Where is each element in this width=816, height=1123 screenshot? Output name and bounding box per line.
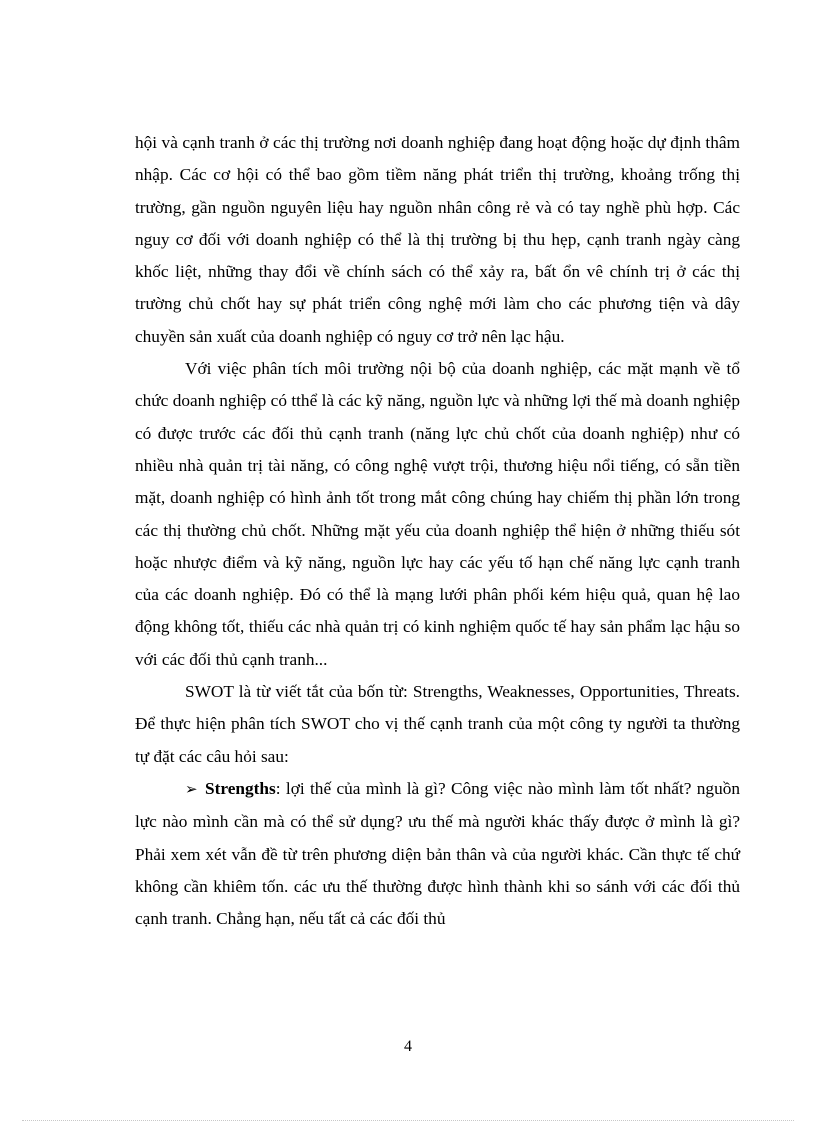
- paragraph-opportunities-threats: hội và cạnh tranh ở các thị trường nơi doanh nghiệp đang hoạt động hoặc dự định thâm nhập. Các cơ hội có thể bao gồm tiềm năng phát triển thị trường, khoảng trống thị trường, gần nguồn nguyên liệu hay nguồn nhân công rẻ và có tay nghề phù hợp. Các nguy cơ đối với doanh nghiệp có thể là thị trường bị thu hẹp, cạnh tranh ngày càng khốc liệt, những thay đổi về chính sách có thể xảy ra, bất ổn vê chính trị ở các thị trường chủ chốt hay sự phát triển công nghệ mới làm cho các phương tiện và dây chuyền sản xuất của doanh nghiệp có nguy cơ trở nên lạc hậu.: [135, 133, 740, 346]
- page-divider: [22, 1120, 794, 1121]
- page-number: 4: [404, 1038, 412, 1055]
- arrow-bullet-icon: ➢: [185, 781, 198, 798]
- bullet-item-strengths: [135, 773, 740, 935]
- paragraph-internal-analysis: Với việc phân tích môi trường nội bộ của doanh nghiệp, các mặt mạnh về tổ chức doanh nghiệp có tthể là các kỹ năng, nguồn lực và những lợi thế mà doanh nghiệp có được trước các đối thủ cạnh tranh (năng lực chủ chốt của doanh nghiệp) như có nhiều nhà quản trị tài năng, có công nghệ vượt trội, thương hiệu nổi tiếng, có sẵn tiền mặt, doanh nghiệp có hình ảnh tốt trong mắt công chúng hay chiếm thị phần lớn trong các thị thường chủ chốt. Những mặt yếu của doanh nghiệp thể hiện ở những thiếu sót hoặc nhược điểm và kỹ năng, nguồn lực hay các yếu tố hạn chế năng lực cạnh tranh của các doanh nghiệp. Đó có thể là mạng lưới phân phối kém hiệu quả, quan hệ lao động không tốt, thiếu các nhà quản trị có kinh nghiệm quốc tế hay sản phẩm lạc hậu so với các đối thủ cạnh tranh...: [135, 359, 740, 669]
- page-body: [135, 127, 740, 935]
- bullet-term: Strengths: [205, 778, 276, 798]
- bullet-text: : lợi thế của mình là gì? Công việc nào mình làm tốt nhất? nguồn lực nào mình cần mà có thể sử dụng? ưu thế mà người khác thấy được ở mình là gì? Phải xem xét vẫn đề từ trên phương diện bản thân và của người khác. Cần thực tế chứ không cần khiêm tốn. các ưu thế thường được hình thành khi so sánh với các đối thủ cạnh tranh. Chẳng hạn, nếu tất cả các đối thủ: [135, 778, 740, 929]
- paragraph-swot-definition: SWOT là từ viết tắt của bốn từ: Strengths, Weaknesses, Opportunities, Threats. Để thực hiện phân tích SWOT cho vị thế cạnh tranh của một công ty người ta thường tự đặt các câu hỏi sau:: [135, 682, 740, 766]
